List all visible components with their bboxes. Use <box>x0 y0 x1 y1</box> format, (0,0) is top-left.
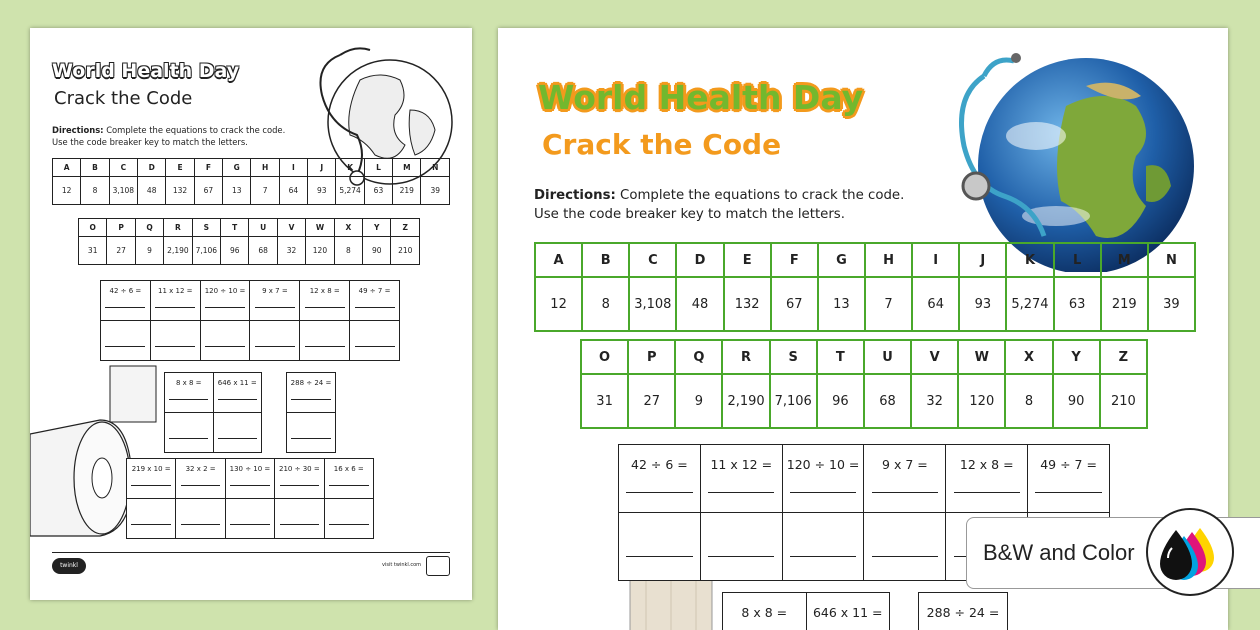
key-code-cell: 7 <box>865 277 912 331</box>
answer-line <box>954 492 1020 493</box>
letter-answer-line <box>155 346 195 347</box>
equation-text: 288 ÷ 24 = <box>926 605 1000 620</box>
equation-cell[interactable] <box>864 445 946 513</box>
equation-cell[interactable] <box>919 593 1008 630</box>
equation-text: 120 ÷ 10 = <box>204 287 246 295</box>
key-code-cell: 8 <box>81 177 109 205</box>
equation-text: 42 ÷ 6 = <box>109 287 142 295</box>
key-code-cell: 67 <box>771 277 818 331</box>
equation-text: 32 x 2 = <box>185 465 216 473</box>
letter-answer-cell[interactable] <box>782 513 864 581</box>
letter-answer-cell[interactable] <box>700 513 782 581</box>
equation-text: 11 x 12 = <box>710 457 773 472</box>
letter-answer-cell[interactable] <box>213 413 262 453</box>
key-code-cell: 68 <box>864 374 911 428</box>
equation-text: 646 x 11 = <box>217 379 257 387</box>
answer-line <box>708 492 774 493</box>
key-letter-cell: U <box>249 219 277 237</box>
equation-cell[interactable] <box>324 459 373 499</box>
answer-line <box>105 307 145 308</box>
equation-cell[interactable] <box>946 445 1028 513</box>
key-letter-cell: H <box>865 243 912 277</box>
key-letter-cell: G <box>818 243 865 277</box>
letter-answer-line <box>872 556 938 557</box>
letter-answer-cell[interactable] <box>250 321 300 361</box>
equation-text: 11 x 12 = <box>157 287 193 295</box>
equation-text: 120 ÷ 10 = <box>786 457 860 472</box>
letter-answer-line <box>218 438 257 439</box>
key-code-cell: 120 <box>958 374 1005 428</box>
key-letter-cell: F <box>771 243 818 277</box>
equation-grid-row1 <box>100 280 400 361</box>
equation-cell[interactable] <box>723 593 807 630</box>
key-code-cell: 8 <box>334 237 362 265</box>
key-code-cell: 48 <box>138 177 166 205</box>
answer-line <box>626 492 692 493</box>
footer-divider <box>52 552 450 553</box>
key-code-cell: 132 <box>166 177 194 205</box>
equation-cell[interactable] <box>127 459 176 499</box>
key-letter-cell: K <box>1006 243 1053 277</box>
key-letter-cell: M <box>393 159 421 177</box>
key-code-cell: 132 <box>724 277 771 331</box>
equation-grid-row2b <box>918 592 1008 630</box>
key-letter-cell: S <box>192 219 220 237</box>
equation-text: 9 x 7 = <box>262 287 288 295</box>
key-letter-cell: D <box>676 243 723 277</box>
key-letter-cell: I <box>279 159 307 177</box>
key-code-cell: 90 <box>1053 374 1100 428</box>
answer-line <box>155 307 195 308</box>
equation-text: 210 ÷ 30 = <box>279 465 320 473</box>
key-code-cell: 219 <box>393 177 421 205</box>
key-letter-cell: P <box>107 219 135 237</box>
key-code-cell: 9 <box>135 237 163 265</box>
code-key-row2 <box>580 339 1148 429</box>
letter-answer-cell[interactable] <box>275 499 324 539</box>
equation-text: 219 x 10 = <box>131 465 171 473</box>
answer-line <box>872 492 938 493</box>
key-letter-cell: K <box>336 159 364 177</box>
key-code-cell: 2,190 <box>164 237 192 265</box>
globe-stethoscope-icon <box>946 46 1206 272</box>
answer-line <box>218 399 257 400</box>
directions-line1: Complete the equations to crack the code. <box>106 125 286 135</box>
equation-text: 12 x 8 = <box>959 457 1014 472</box>
key-letter-cell: T <box>817 340 864 374</box>
code-key-row1 <box>534 242 1196 332</box>
key-code-cell: 5,274 <box>336 177 364 205</box>
key-code-cell: 12 <box>53 177 81 205</box>
key-code-cell: 31 <box>79 237 107 265</box>
key-code-cell: 39 <box>421 177 450 205</box>
key-code-cell: 68 <box>249 237 277 265</box>
key-letter-cell: B <box>582 243 629 277</box>
key-code-cell: 31 <box>581 374 628 428</box>
answer-line <box>255 307 295 308</box>
letter-answer-cell[interactable] <box>150 321 200 361</box>
equation-text: 288 ÷ 24 = <box>290 379 332 387</box>
equation-cell[interactable] <box>782 445 864 513</box>
key-code-cell: 210 <box>1100 374 1147 428</box>
letter-answer-line <box>626 556 692 557</box>
key-letter-cell: N <box>1148 243 1195 277</box>
equation-cell[interactable] <box>275 459 324 499</box>
worksheet-subtitle: Crack the Code <box>54 88 193 109</box>
key-code-cell: 13 <box>818 277 865 331</box>
key-code-cell: 2,190 <box>722 374 769 428</box>
equation-cell[interactable] <box>700 445 782 513</box>
directions-label: Directions: <box>534 188 616 203</box>
answer-line <box>230 485 270 486</box>
key-code-cell: 7,106 <box>770 374 817 428</box>
key-letter-cell: R <box>164 219 192 237</box>
key-letter-cell: W <box>958 340 1005 374</box>
equation-grid-row2a <box>722 592 890 630</box>
directions-line2: Use the code breaker key to match the letters. <box>52 137 248 148</box>
equation-text: 12 x 8 = <box>309 287 340 295</box>
equation-cell[interactable] <box>176 459 225 499</box>
equation-text: 42 ÷ 6 = <box>631 457 688 472</box>
key-letter-cell: A <box>53 159 81 177</box>
answer-line <box>131 485 171 486</box>
directions-line2: Use the code breaker key to match the letters. <box>534 207 845 223</box>
equation-text: 8 x 8 = <box>741 605 788 620</box>
letter-answer-cell[interactable] <box>350 321 400 361</box>
key-code-cell: 3,108 <box>629 277 676 331</box>
letter-answer-line <box>169 438 208 439</box>
key-letter-cell: M <box>1101 243 1148 277</box>
key-letter-cell: Z <box>391 219 420 237</box>
key-letter-cell: F <box>194 159 222 177</box>
key-letter-cell: Q <box>135 219 163 237</box>
answer-line <box>169 399 208 400</box>
letter-answer-line <box>708 556 774 557</box>
equation-cell[interactable] <box>1028 445 1110 513</box>
key-letter-cell: R <box>722 340 769 374</box>
key-letter-cell: X <box>334 219 362 237</box>
key-code-cell: 39 <box>1148 277 1195 331</box>
directions-label: Directions: <box>52 125 104 135</box>
equation-cell[interactable] <box>287 373 336 413</box>
letter-answer-cell[interactable] <box>127 499 176 539</box>
key-letter-cell: G <box>223 159 251 177</box>
letter-answer-cell[interactable] <box>619 513 701 581</box>
equation-grid-row2a <box>164 372 262 453</box>
ink-drops-svg <box>1148 510 1232 594</box>
equation-cell[interactable] <box>806 593 890 630</box>
equation-cell[interactable] <box>213 373 262 413</box>
equation-cell[interactable] <box>225 459 274 499</box>
key-letter-cell: J <box>308 159 336 177</box>
answer-line <box>291 399 330 400</box>
equation-text: 130 ÷ 10 = <box>229 465 271 473</box>
twinkl-logo: twinkl <box>52 558 86 574</box>
equation-cell[interactable] <box>619 445 701 513</box>
key-code-cell: 7 <box>251 177 279 205</box>
key-code-cell: 210 <box>391 237 420 265</box>
worksheet-subtitle: Crack the Code <box>542 128 782 161</box>
key-letter-cell: C <box>629 243 676 277</box>
key-code-cell: 67 <box>194 177 222 205</box>
equation-text: 646 x 11 = <box>812 605 883 620</box>
letter-answer-line <box>131 524 171 525</box>
key-code-cell: 32 <box>277 237 305 265</box>
answer-line <box>181 485 221 486</box>
letter-answer-cell[interactable] <box>287 413 336 453</box>
key-code-cell: 8 <box>582 277 629 331</box>
key-letter-cell: L <box>1054 243 1101 277</box>
key-code-cell: 120 <box>306 237 334 265</box>
bw-worksheet-preview <box>30 28 472 600</box>
key-letter-cell: A <box>535 243 582 277</box>
key-letter-cell: N <box>421 159 450 177</box>
key-code-cell: 8 <box>1005 374 1052 428</box>
answer-line <box>329 485 369 486</box>
letter-answer-cell[interactable] <box>225 499 274 539</box>
key-code-cell: 9 <box>675 374 722 428</box>
key-code-cell: 27 <box>628 374 675 428</box>
equation-text: 49 ÷ 7 = <box>358 287 391 295</box>
key-code-cell: 12 <box>535 277 582 331</box>
letter-answer-line <box>205 346 245 347</box>
key-letter-cell: Y <box>363 219 391 237</box>
key-letter-cell: O <box>79 219 107 237</box>
key-code-cell: 7,106 <box>192 237 220 265</box>
key-letter-cell: C <box>109 159 137 177</box>
key-code-cell: 48 <box>676 277 723 331</box>
key-letter-cell: B <box>81 159 109 177</box>
key-code-cell: 27 <box>107 237 135 265</box>
key-code-cell: 90 <box>363 237 391 265</box>
key-code-cell: 96 <box>817 374 864 428</box>
letter-answer-cell[interactable] <box>176 499 225 539</box>
key-letter-cell: Q <box>675 340 722 374</box>
worksheet-title: World Health Day <box>538 78 864 117</box>
worksheet-title: World Health Day <box>52 60 240 82</box>
key-code-cell: 219 <box>1101 277 1148 331</box>
letter-answer-line <box>305 346 345 347</box>
letter-answer-cell[interactable] <box>864 513 946 581</box>
equation-cell[interactable] <box>350 281 400 321</box>
letter-answer-line <box>790 556 856 557</box>
directions-line1: Complete the equations to crack the code. <box>620 188 905 203</box>
key-letter-cell: H <box>251 159 279 177</box>
equation-text: 49 ÷ 7 = <box>1040 457 1097 472</box>
key-letter-cell: E <box>166 159 194 177</box>
key-letter-cell: E <box>724 243 771 277</box>
key-letter-cell: O <box>581 340 628 374</box>
key-letter-cell: S <box>770 340 817 374</box>
code-key-row1 <box>52 158 450 205</box>
letter-answer-cell[interactable] <box>324 499 373 539</box>
key-code-cell: 93 <box>959 277 1006 331</box>
answer-line <box>790 492 856 493</box>
equation-text: 16 x 6 = <box>333 465 364 473</box>
answer-line <box>305 307 345 308</box>
equation-cell[interactable] <box>250 281 300 321</box>
key-code-cell: 32 <box>911 374 958 428</box>
key-letter-cell: J <box>959 243 1006 277</box>
letter-answer-line <box>230 524 270 525</box>
equation-cell[interactable] <box>300 281 350 321</box>
key-code-cell: 63 <box>1054 277 1101 331</box>
key-letter-cell: D <box>138 159 166 177</box>
key-letter-cell: U <box>864 340 911 374</box>
key-letter-cell: T <box>221 219 249 237</box>
directions-text <box>52 124 312 148</box>
letter-answer-line <box>329 524 369 525</box>
key-code-cell: 64 <box>912 277 959 331</box>
key-code-cell: 64 <box>279 177 307 205</box>
letter-answer-line <box>291 438 330 439</box>
answer-line <box>355 307 395 308</box>
letter-answer-line <box>280 524 320 525</box>
format-badge-label: B&W and Color <box>983 540 1135 565</box>
equation-grid-row3 <box>126 458 374 539</box>
letter-answer-cell[interactable] <box>200 321 250 361</box>
key-letter-cell: Y <box>1053 340 1100 374</box>
letter-answer-line <box>255 346 295 347</box>
key-letter-cell: W <box>306 219 334 237</box>
key-code-cell: 5,274 <box>1006 277 1053 331</box>
equation-grid-row2b <box>286 372 336 453</box>
answer-line <box>280 485 320 486</box>
letter-answer-line <box>181 524 221 525</box>
letter-answer-cell[interactable] <box>101 321 151 361</box>
code-key-row2 <box>78 218 420 265</box>
key-letter-cell: L <box>364 159 392 177</box>
key-letter-cell: Z <box>1100 340 1147 374</box>
key-code-cell: 63 <box>364 177 392 205</box>
ink-drops-icon <box>1146 508 1234 596</box>
equation-cell[interactable] <box>165 373 214 413</box>
key-letter-cell: I <box>912 243 959 277</box>
key-code-cell: 3,108 <box>109 177 137 205</box>
letter-answer-cell[interactable] <box>300 321 350 361</box>
key-code-cell: 13 <box>223 177 251 205</box>
key-letter-cell: V <box>277 219 305 237</box>
key-letter-cell: P <box>628 340 675 374</box>
answer-line <box>1035 492 1101 493</box>
key-code-cell: 93 <box>308 177 336 205</box>
key-letter-cell: X <box>1005 340 1052 374</box>
letter-answer-line <box>105 346 145 347</box>
answer-line <box>205 307 245 308</box>
key-letter-cell: V <box>911 340 958 374</box>
footer-url: visit twinkl.com <box>382 562 422 568</box>
equation-text: 9 x 7 = <box>882 457 928 472</box>
equation-cell[interactable] <box>101 281 151 321</box>
equation-cell[interactable] <box>200 281 250 321</box>
key-code-cell: 96 <box>221 237 249 265</box>
directions-text <box>534 186 954 225</box>
equation-cell[interactable] <box>150 281 200 321</box>
equation-text: 8 x 8 = <box>175 379 202 387</box>
letter-answer-line <box>355 346 395 347</box>
letter-answer-cell[interactable] <box>165 413 214 453</box>
footer-badge-icon <box>426 556 450 576</box>
